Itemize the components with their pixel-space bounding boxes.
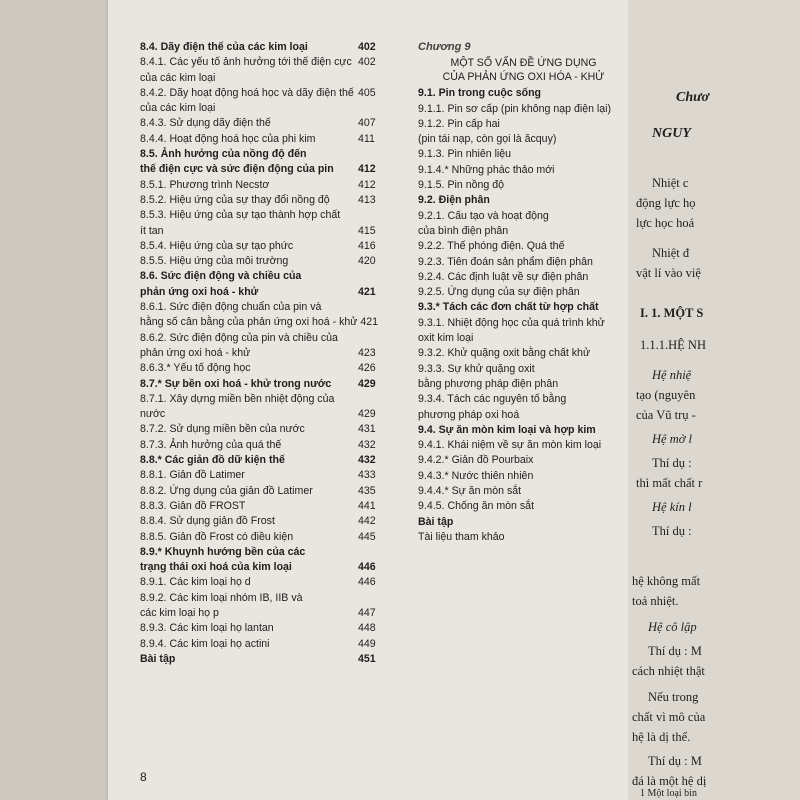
toc-entry-text: 8.7.2. Sử dụng miền bền của nước <box>140 423 305 436</box>
toc-entry-text: 8.6.1. Sức điện động chuẩn của pin và <box>140 301 322 314</box>
toc-entry-text: thế điện cực và sức điện động của pin <box>140 163 334 176</box>
toc-entry <box>140 269 380 284</box>
facing-chapter-heading: Chươ <box>676 90 710 105</box>
toc-entry <box>140 545 380 560</box>
facing-text-line: cách nhiệt thật <box>632 664 705 678</box>
facing-text-line: Hệ kín l <box>652 500 692 514</box>
toc-entry-page: 402 <box>358 56 376 69</box>
toc-entry-text: của các kim loại <box>140 102 216 115</box>
toc-entry <box>140 453 380 468</box>
toc-entry-text: phản ứng oxi hoá - khử <box>140 285 259 298</box>
toc-entry <box>418 453 623 468</box>
toc-entry <box>140 514 380 529</box>
toc-entry-text: 9.1. Pin trong cuộc sống <box>418 87 542 100</box>
toc-entry-page: 449 <box>358 637 376 650</box>
toc-entry-page: 433 <box>358 469 376 482</box>
facing-text-line: I. 1. MỘT S <box>640 306 704 320</box>
toc-entry <box>140 162 380 177</box>
toc-entry-text: 8.7.* Sự bền oxi hoá - khử trong nước <box>140 377 332 390</box>
toc-entry-page: 426 <box>358 362 376 375</box>
toc-entry <box>418 377 623 392</box>
toc-entry-text: 8.4. Dãy điện thế của các kim loại <box>140 41 308 53</box>
toc-entry <box>140 422 380 437</box>
toc-entry <box>140 55 380 70</box>
toc-entry <box>418 285 623 300</box>
toc-entry-text: 8.8.3. Giản đồ FROST <box>140 499 246 512</box>
toc-entry <box>140 438 380 453</box>
toc-entry-text: 8.9.1. Các kim loại họ d <box>140 576 251 589</box>
toc-entry-text: 8.5.5. Hiệu ứng của môi trường <box>140 255 289 268</box>
toc-entry <box>140 499 380 514</box>
toc-entry-text: 8.4.2. Dãy hoạt động hoá học và dãy điện thế <box>140 86 354 99</box>
toc-entry-text: 9.3.* Tách các đơn chất từ hợp chất <box>418 301 599 314</box>
toc-entry-text: 8.4.3. Sử dụng dãy điện thế <box>140 117 271 130</box>
toc-entry <box>418 300 623 315</box>
toc-entry-text: 9.2.4. Các định luật về sự điện phân <box>418 270 589 283</box>
toc-entry <box>140 208 380 223</box>
toc-entry <box>140 315 380 330</box>
toc-entry-page: 435 <box>358 484 376 497</box>
facing-text-line: đá là một hệ dị <box>632 774 707 788</box>
toc-entry <box>140 224 380 239</box>
toc-entry-text: các kim loại họ p <box>140 606 219 619</box>
toc-entry <box>140 377 380 392</box>
toc-entry-page: 412 <box>358 178 376 191</box>
toc-entry <box>418 392 623 407</box>
toc-entry-page: 411 <box>358 132 375 145</box>
toc-entry-page: 441 <box>358 499 376 512</box>
toc-entry-text: 9.3.1. Nhiệt động học của quá trình khử <box>418 316 605 329</box>
toc-entry <box>140 285 380 300</box>
toc-entry <box>418 86 623 101</box>
toc-entry <box>140 101 380 116</box>
toc-entry-text: 8.5.3. Hiệu ứng của sự tạo thành hợp chất <box>140 209 341 222</box>
toc-column-right <box>418 40 623 545</box>
toc-entry <box>140 193 380 208</box>
toc-entry-text: 9.2.2. Thế phóng điện. Quá thế <box>418 240 565 253</box>
toc-entry-text: 8.8.1. Giản đồ Latimer <box>140 469 245 482</box>
toc-entry-page: 442 <box>358 515 376 528</box>
toc-entry-page: 421 <box>358 285 376 298</box>
toc-entry-text: 9.1.5. Pin nồng độ <box>418 179 504 192</box>
toc-entry-text: 9.1.4.* Những phác thảo mới <box>418 163 555 176</box>
page-number: 8 <box>140 770 147 784</box>
toc-entry-text: 8.5.4. Hiệu ứng của sự tạo phức <box>140 239 294 252</box>
toc-entry <box>140 71 380 86</box>
toc-entry <box>418 102 623 117</box>
toc-entry <box>418 484 623 499</box>
toc-entry-text: oxit kim loại <box>418 332 474 345</box>
toc-entry-page: 415 <box>358 224 376 237</box>
toc-entry-text: 9.1.2. Pin cấp hai <box>418 117 500 130</box>
toc-entry-text: 9.4. Sự ăn mòn kim loại và hợp kim <box>418 423 596 436</box>
toc-entry <box>140 346 380 361</box>
toc-entry <box>140 40 380 55</box>
facing-text-line: Hệ cô lập <box>648 620 697 634</box>
toc-entry <box>418 132 623 147</box>
toc-entry <box>140 530 380 545</box>
toc-entry <box>418 408 623 423</box>
toc-entry-text: 9.3.2. Khử quặng oxit bằng chất khử <box>418 347 591 360</box>
facing-text-line: 1.1.1.HỆ NH <box>640 338 706 352</box>
toc-entry-text: nước <box>140 408 166 421</box>
toc-entry <box>140 331 380 346</box>
toc-entry-text: (pin tái nạp, còn gọi là ăcquy) <box>418 133 557 146</box>
toc-entry <box>418 346 623 361</box>
toc-entry-text: Bài tập <box>140 652 176 665</box>
toc-entry-text: 9.1.3. Pin nhiên liệu <box>418 148 512 161</box>
toc-entry-text: 8.7.1. Xây dựng miền bền nhiệt động của <box>140 392 335 405</box>
facing-text-line: vật lí vào việ <box>636 266 701 280</box>
toc-entry-page: 432 <box>358 454 376 467</box>
toc-entry <box>418 163 623 178</box>
chapter-title-line2: CỦA PHẢN ỨNG OXI HÓA - KHỬ <box>442 71 605 84</box>
toc-entry <box>418 438 623 453</box>
toc-entry-page: 402 <box>358 41 376 53</box>
toc-entry <box>140 652 380 667</box>
toc-entry-text: 8.7.3. Ảnh hưởng của quá thế <box>140 438 282 451</box>
toc-entry-text: phương pháp oxi hoá <box>418 408 520 421</box>
toc-entry <box>418 209 623 224</box>
facing-text-line: hệ không mất <box>632 574 701 588</box>
facing-text-line: hệ là dị thể. <box>632 730 691 744</box>
toc-entry-text: 8.4.4. Hoạt động hoá học của phi kim <box>140 132 316 145</box>
toc-entry-text: 9.3.3. Sự khử quặng oxit <box>418 362 535 375</box>
toc-entry-text: 8.9.4. Các kim loại họ actini <box>140 637 270 650</box>
toc-entry <box>418 255 623 270</box>
toc-entry <box>418 499 623 514</box>
chapter-label: Chương 9 <box>418 41 471 53</box>
toc-entry-page: 416 <box>358 239 376 252</box>
toc-entry <box>140 300 380 315</box>
toc-entry <box>140 637 380 652</box>
toc-entry-text: trạng thái oxi hoá của kim loại <box>140 561 292 574</box>
toc-entry <box>140 468 380 483</box>
toc-entry <box>418 316 623 331</box>
toc-entry <box>418 270 623 285</box>
toc-entry-text: 8.8.4. Sử dụng giản đồ Frost <box>140 515 275 528</box>
toc-entry-text: 8.9.* Khuynh hướng bền của các <box>140 545 306 558</box>
toc-entry <box>140 591 380 606</box>
toc-entry <box>140 392 380 407</box>
toc-entry-text: 8.5.2. Hiệu ứng của sự thay đổi nồng độ <box>140 193 330 206</box>
toc-entry-text: 8.9.2. Các kim loại nhóm IB, IIB và <box>140 591 303 604</box>
facing-text-line: Thí dụ : M <box>648 754 702 768</box>
toc-entry <box>418 530 623 545</box>
toc-entry-page: 429 <box>358 377 376 390</box>
chapter-title-line1: MỘT SỐ VẤN ĐỀ ỨNG DỤNG <box>450 57 597 70</box>
toc-entry-page: 445 <box>358 530 376 543</box>
toc-entry-text: của bình điện phân <box>418 224 509 237</box>
toc-entry <box>140 239 380 254</box>
toc-entry-page: 446 <box>358 561 376 574</box>
toc-entry-text: 9.1.1. Pin sơ cấp (pin không nạp điện lại) <box>418 102 612 115</box>
toc-entry <box>140 178 380 193</box>
toc-entry-text: 8.8.2. Ứng dụng của giản đồ Latimer <box>140 484 313 497</box>
toc-entry <box>140 407 380 422</box>
toc-entry <box>140 361 380 376</box>
toc-entry <box>418 117 623 132</box>
toc-entry-text: 8.9.3. Các kim loại họ lantan <box>140 622 274 635</box>
toc-entry-text: 9.2. Điện phân <box>418 194 490 207</box>
toc-entry <box>418 423 623 438</box>
toc-entry-page: 451 <box>358 652 376 665</box>
toc-entry-text: 9.2.5. Ứng dụng của sự điện phân <box>418 286 580 299</box>
toc-entry-text: 8.6.2. Sức điện động của pin và chiều của <box>140 331 338 344</box>
toc-entry <box>418 224 623 239</box>
toc-entry-text: Tài liệu tham khảo <box>418 530 505 543</box>
toc-entry-page: 412 <box>358 163 376 176</box>
toc-entry-text: 9.2.1. Cấu tạo và hoạt động <box>418 209 549 222</box>
toc-entry <box>418 331 623 346</box>
toc-entry-page: 423 <box>358 346 376 359</box>
toc-entry-text: 9.4.5. Chống ăn mòn sắt <box>418 500 535 513</box>
toc-entry <box>140 116 380 131</box>
facing-text-line: của Vũ trụ - <box>636 408 696 422</box>
toc-entry-text: 8.6.3.* Yếu tố động học <box>140 362 251 375</box>
toc-entry-text: 8.5.1. Phương trình Necstơ <box>140 178 270 191</box>
toc-entry <box>140 575 380 590</box>
toc-entry <box>418 362 623 377</box>
toc-entry-page: 447 <box>358 606 376 619</box>
toc-entry-text: 8.6. Sức điện động và chiều của <box>140 270 302 283</box>
facing-text-line: tạo (nguyên <box>636 388 696 402</box>
facing-text-line: toả nhiệt. <box>632 594 679 608</box>
toc-entry <box>140 254 380 269</box>
toc-entry-text: 9.4.3.* Nước thiên nhiên <box>418 469 534 482</box>
facing-text-line: lực học hoá <box>636 216 695 230</box>
facing-text-line: chất vì mô của <box>632 710 706 724</box>
toc-entry-text: ít tan <box>140 224 164 237</box>
toc-entry-page: 407 <box>358 117 376 130</box>
toc-entry <box>418 178 623 193</box>
facing-text-line: thì mất chất r <box>636 476 703 490</box>
toc-entry <box>140 132 380 147</box>
toc-entry-page: 446 <box>358 576 376 589</box>
toc-entry-text: 8.8.5. Giản đồ Frost có điều kiện <box>140 530 294 543</box>
toc-entry-page: 448 <box>358 622 376 635</box>
toc-entry-text: 9.2.3. Tiên đoán sản phẩm điện phân <box>418 255 593 268</box>
toc-entry-text: 9.4.2.* Giản đồ Pourbaix <box>418 454 534 467</box>
toc-entry <box>418 193 623 208</box>
toc-entry <box>140 560 380 575</box>
toc-entry-text: 8.5. Ảnh hưởng của nồng độ đến <box>140 148 307 161</box>
toc-entry <box>140 86 380 101</box>
facing-title-heading: NGUY <box>652 126 691 141</box>
facing-text-line: Thí dụ : <box>652 456 692 470</box>
toc-entry-page: 413 <box>358 193 376 206</box>
toc-entry <box>418 515 623 530</box>
toc-entry-text: 9.4.4.* Sự ăn mòn sắt <box>418 485 522 498</box>
toc-entry-text: Bài tập <box>418 515 454 528</box>
toc-entry-page: 429 <box>358 408 376 421</box>
toc-entry <box>418 239 623 254</box>
toc-entry-page: 405 <box>358 86 376 99</box>
toc-entry-text: 9.3.4. Tách các nguyên tố bằng <box>418 393 567 406</box>
toc-column-left <box>140 40 380 667</box>
facing-text-line: Thí dụ : M <box>648 644 702 658</box>
toc-entry-text: bằng phương pháp điện phân <box>418 377 559 390</box>
toc-entry <box>140 621 380 636</box>
toc-entry-page: 431 <box>358 423 376 436</box>
toc-entry-text: 8.8.* Các giản đồ dữ kiện thế <box>140 454 285 467</box>
toc-entry <box>418 147 623 162</box>
facing-text-line: Nhiệt c <box>652 176 689 190</box>
toc-entry-page: 432 <box>358 438 376 451</box>
facing-text-line: Hệ mở l <box>652 432 692 446</box>
toc-entry-text: 8.4.1. Các yếu tố ảnh hưởng tới thế điện cực <box>140 56 352 69</box>
facing-text-line: động lực họ <box>636 196 696 210</box>
facing-text-line: Nếu trong <box>648 690 699 704</box>
toc-entry <box>140 484 380 499</box>
toc-entry-text: phản ứng oxi hoá - khử <box>140 346 251 359</box>
toc-entry-page: 420 <box>358 255 376 268</box>
facing-text-line: Nhiệt đ <box>652 246 690 260</box>
toc-entry <box>418 469 623 484</box>
toc-entry-text: hằng số cân bằng của phản ứng oxi hoá - khử 421 <box>140 316 379 329</box>
toc-entry-text: 9.4.1. Khái niệm về sự ăn mòn kim loại <box>418 439 602 452</box>
toc-entry <box>140 147 380 162</box>
facing-text-line: 1 Một loại bìn <box>640 788 697 799</box>
toc-entry-text: của các kim loại <box>140 71 216 84</box>
facing-text-line: Thí dụ : <box>652 524 692 538</box>
toc-entry <box>140 606 380 621</box>
facing-text-line: Hệ nhiệ <box>652 368 692 382</box>
